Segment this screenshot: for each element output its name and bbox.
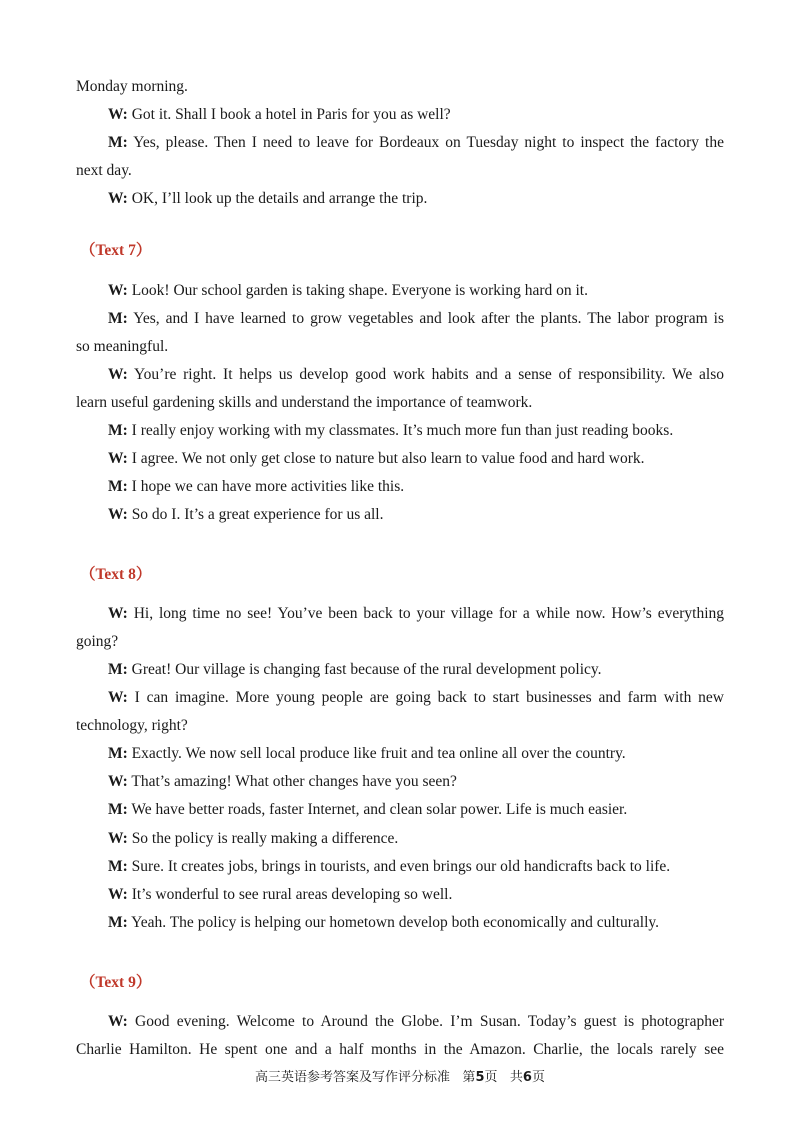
paragraph-line: so meaningful. xyxy=(76,338,169,355)
dialogue-line: M: Yes, please. Then I need to leave for Bordeaux on Tuesday night to inspect the factory the xyxy=(108,134,724,151)
paragraph-line: going? xyxy=(76,633,119,650)
dialogue-line: W: I can imagine. More young people are going back to start businesses and farm with new xyxy=(108,689,724,706)
speaker-label: W: xyxy=(108,1013,128,1030)
speaker-label: W: xyxy=(108,190,128,207)
paragraph-line: technology, right? xyxy=(76,717,188,734)
speaker-label: W: xyxy=(108,689,128,706)
section-heading-text-7: （Text 7） xyxy=(80,242,152,259)
dialogue-line: W: So do I. It’s a great experience for us all. xyxy=(108,506,384,523)
dialogue-line: M: Great! Our village is changing fast because of the rural development policy. xyxy=(108,661,602,678)
dialogue-line: W: That’s amazing! What other changes have you seen? xyxy=(108,773,457,790)
speaker-label: M: xyxy=(108,422,128,439)
dialogue-line: M: I really enjoy working with my classmates. It’s much more fun than just reading books. xyxy=(108,422,674,439)
dialogue-line: M: Yes, and I have learned to grow vegetables and look after the plants. The labor program is xyxy=(108,310,724,327)
speaker-label: W: xyxy=(108,605,128,622)
dialogue-line: W: Hi, long time no see! You’ve been back to your village for a while now. How’s everything xyxy=(108,605,724,622)
speaker-label: M: xyxy=(108,858,128,875)
section-heading-text-9: （Text 9） xyxy=(80,974,152,991)
dialogue-line: W: So the policy is really making a difference. xyxy=(108,830,399,847)
dialogue-line: M: Yeah. The policy is helping our hometown develop both economically and culturally. xyxy=(108,914,659,931)
dialogue-line: W: You’re right. It helps us develop good work habits and a sense of responsibility. We also xyxy=(108,366,724,383)
speaker-label: W: xyxy=(108,106,128,123)
dialogue-line: M: I hope we can have more activities like this. xyxy=(108,478,405,495)
speaker-label: M: xyxy=(108,801,128,818)
speaker-label: W: xyxy=(108,886,128,903)
paragraph-line: next day. xyxy=(76,162,132,179)
paragraph-line: Monday morning. xyxy=(76,78,188,95)
page-number: 第5页 xyxy=(462,1070,498,1085)
speaker-label: W: xyxy=(108,366,128,383)
dialogue-line: W: Got it. Shall I book a hotel in Paris for you as well? xyxy=(108,106,451,123)
speaker-label: M: xyxy=(108,478,128,495)
dialogue-line: W: Good evening. Welcome to Around the Globe. I’m Susan. Today’s guest is photographer xyxy=(108,1013,724,1030)
speaker-label: W: xyxy=(108,830,128,847)
page-total: 共6页 xyxy=(509,1070,545,1085)
speaker-label: W: xyxy=(108,282,128,299)
speaker-label: M: xyxy=(108,745,128,762)
speaker-label: M: xyxy=(108,310,128,327)
section-heading-text-8: （Text 8） xyxy=(80,566,152,583)
dialogue-line: M: Exactly. We now sell local produce like fruit and tea online all over the country. xyxy=(108,745,626,762)
dialogue-line: W: OK, I’ll look up the details and arrange the trip. xyxy=(108,190,428,207)
footer-title: 高三英语参考答案及写作评分标准 xyxy=(255,1070,451,1085)
speaker-label: M: xyxy=(108,661,128,678)
dialogue-line: W: I agree. We not only get close to nature but also learn to value food and hard work. xyxy=(108,450,645,467)
dialogue-line: W: Look! Our school garden is taking shape. Everyone is working hard on it. xyxy=(108,282,588,299)
page-footer xyxy=(0,1069,800,1087)
speaker-label: W: xyxy=(108,450,128,467)
speaker-label: M: xyxy=(108,134,128,151)
dialogue-line: M: We have better roads, faster Internet, and clean solar power. Life is much easier. xyxy=(108,801,628,818)
paragraph-line: Charlie Hamilton. He spent one and a half months in the Amazon. Charlie, the locals rarely see xyxy=(76,1041,724,1058)
speaker-label: W: xyxy=(108,506,128,523)
dialogue-line: W: It’s wonderful to see rural areas developing so well. xyxy=(108,886,453,903)
paragraph-line: learn useful gardening skills and understand the importance of teamwork. xyxy=(76,394,533,411)
speaker-label: M: xyxy=(108,914,128,931)
dialogue-line: M: Sure. It creates jobs, brings in tourists, and even brings our old handicrafts back to life. xyxy=(108,858,671,875)
speaker-label: W: xyxy=(108,773,128,790)
